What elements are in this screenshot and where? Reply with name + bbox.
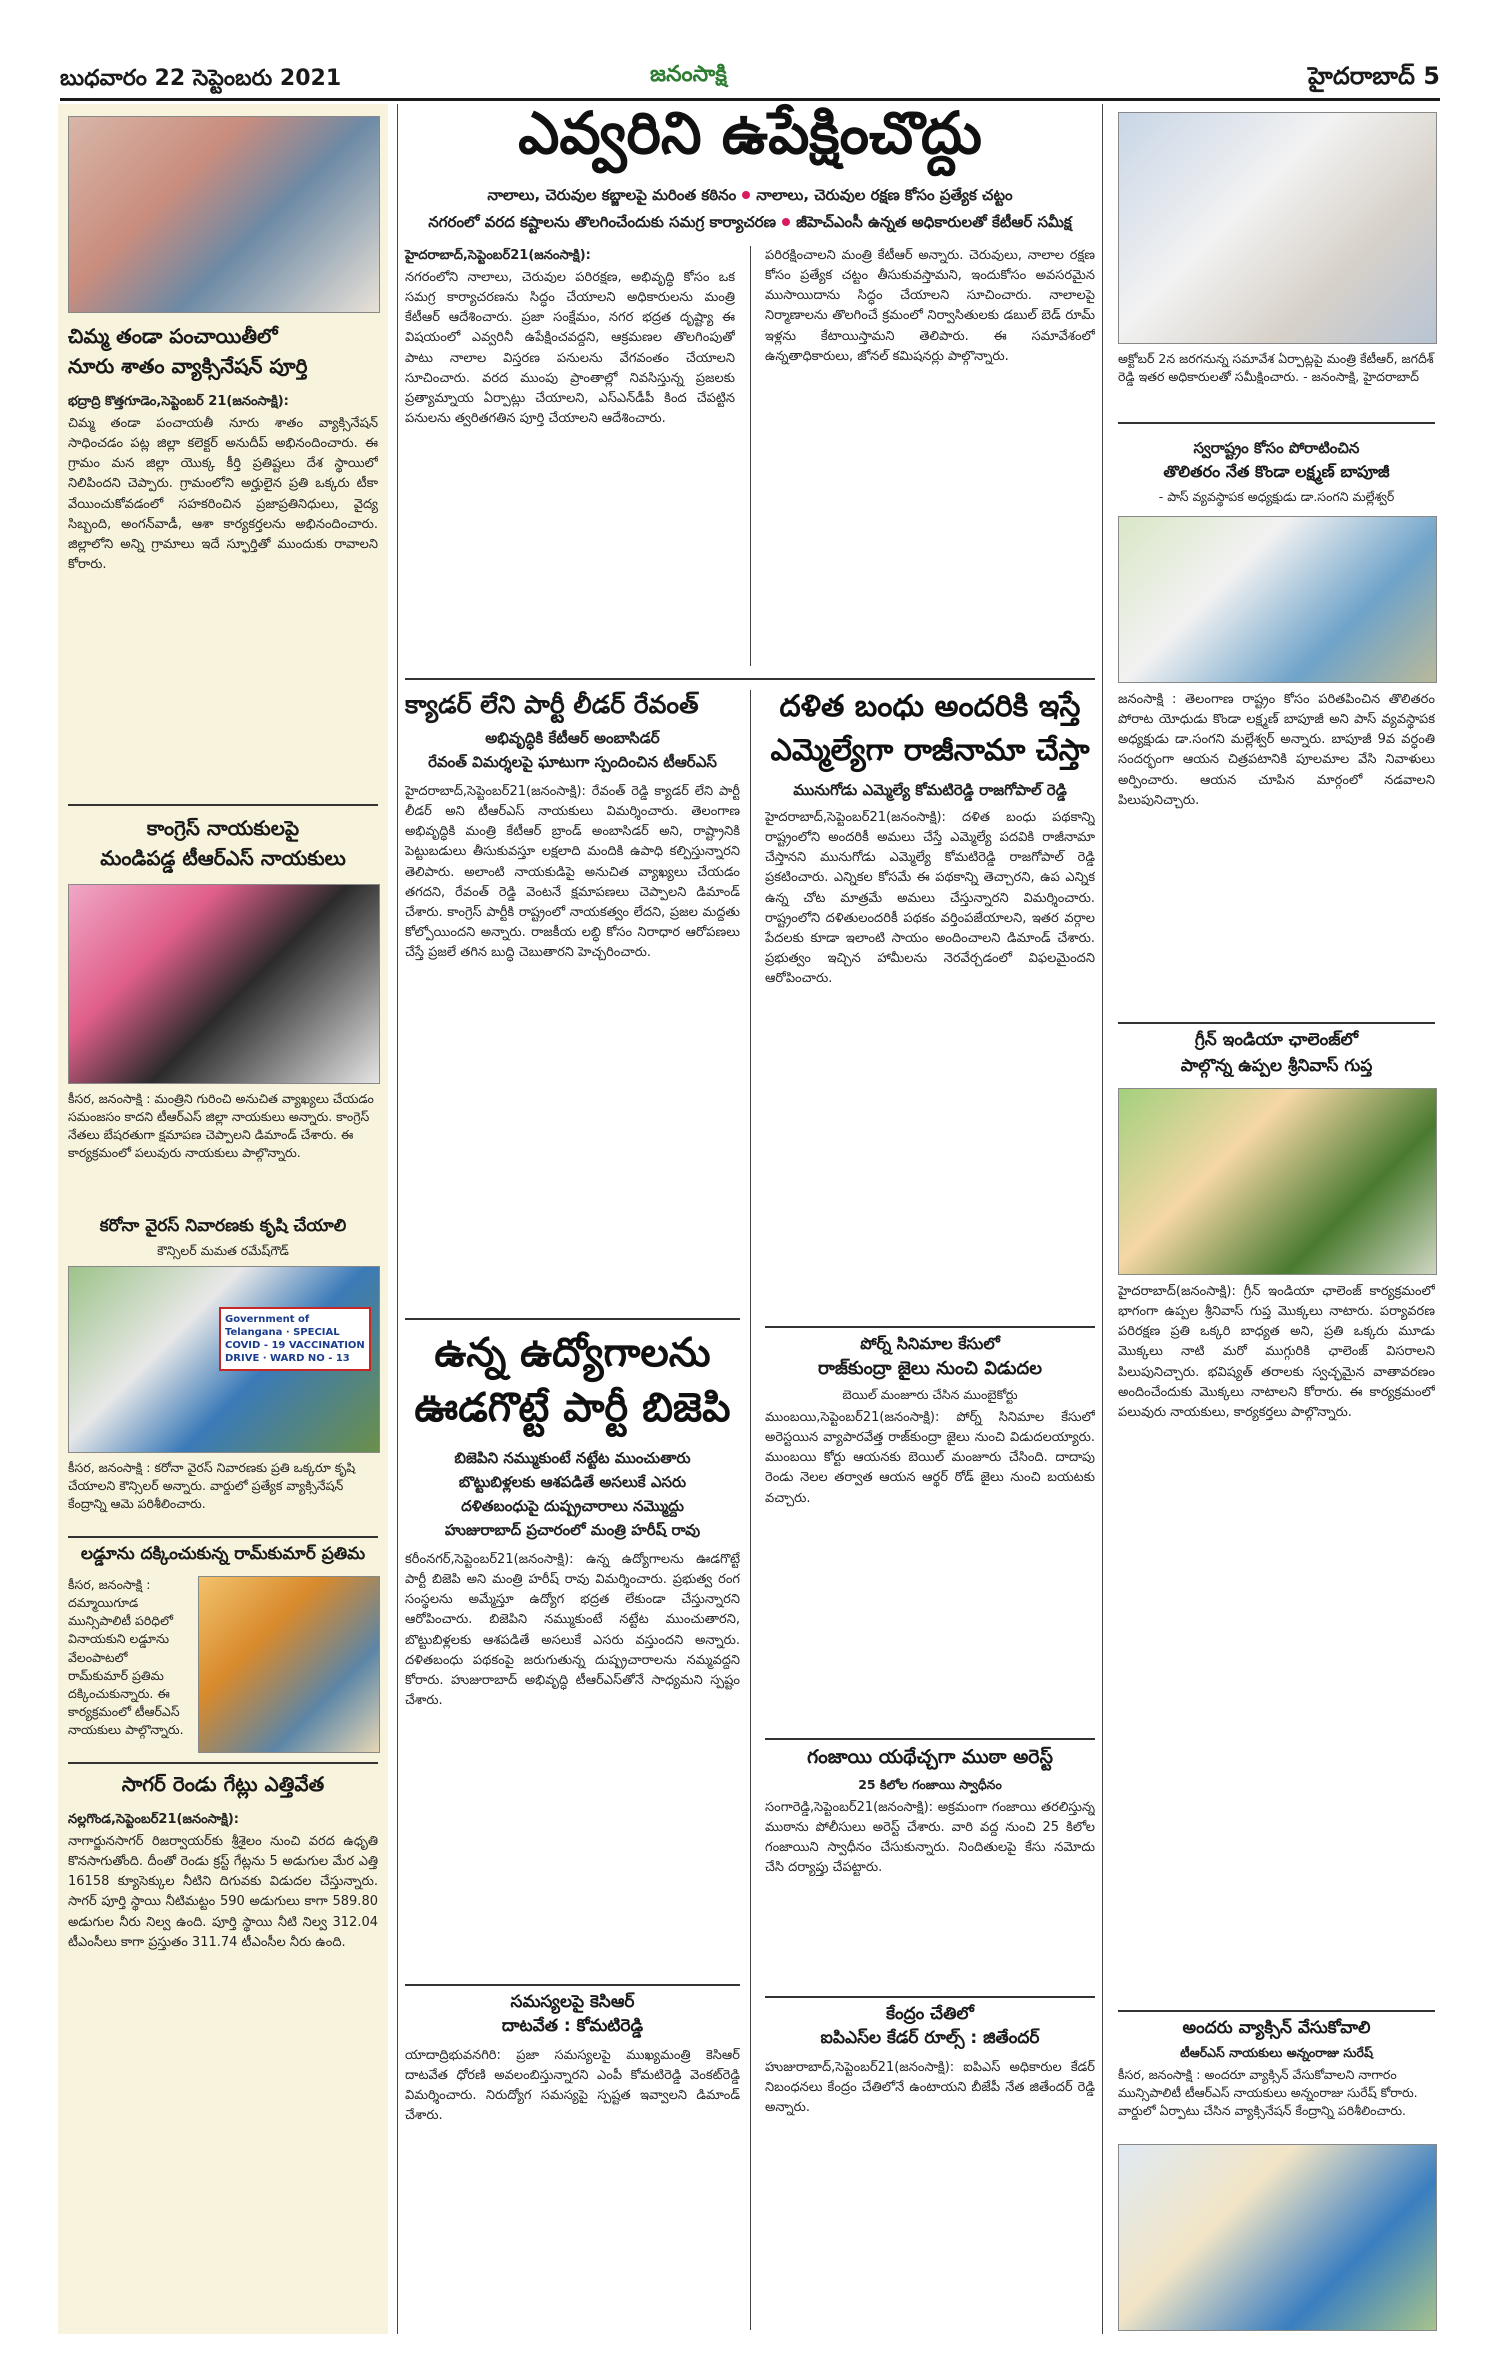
news5-dateline: నల్లగొండ,సెప్టెంబర్21(జనంసాక్షి): <box>68 1812 239 1827</box>
vaccine-camp-photo <box>1118 2144 1437 2331</box>
kcr-article-sub: దాటవేత : కోమటిరెడ్డి <box>501 2016 644 2036</box>
news5-title: సాగర్ రెండు గేట్లు ఎత్తివేత <box>121 1772 325 1796</box>
ganja-article-sub: 25 కిలోల గంజాయి స్వాధీనం <box>858 1777 1002 1792</box>
ganja-article-body: సంగారెడ్డి,సెప్టెంబర్21(జనంసాక్షి): అక్రమంగా గంజాయి తరలిస్తున్న ముఠాను పోలీసులు అరెస్ట్ చేశారు. వారి వద్ద నుంచి 25 కిలోల గంజాయిని స్వాధీనం చేసుకున్నారు. నిందితులపై కేసు నమోదు చేసి దర్యాప్తు చేపట్టారు. <box>765 1800 1095 1876</box>
main-dateline: హైదరాబాద్,సెప్టెంబర్21(జనంసాక్షి): <box>405 248 591 263</box>
main-body-b: పరిరక్షించాలని మంత్రి కేటీఆర్ అన్నారు. చెరువులు, నాలాల రక్షణ కోసం ప్రత్యేక చట్టం తీసుకువస్తామని, ఇందుకోసం అవసరమైన ముసాయిదాను సిద్ధం చేయాలని సూచించారు. నాలాలపై నిర్మాణాలను తొలగించే క్రమంలో నిర్వాసితులకు డబుల్ బెడ్ రూమ్ ఇళ్లను కేటాయిస్తామని తెలిపారు. ఈ సమావేశంలో ఉన్నతాధికారులు, జోనల్ కమిషనర్లు పాల్గొన్నారు. <box>765 248 1095 364</box>
main-sub1: నాలాలు, చెరువుల కబ్జాలపై మరింత కఠినం <box>487 186 737 204</box>
main-sub3: నగరంలో వరద కష్టాలను తొలగించేందుకు సమగ్ర కార్యాచరణ <box>428 213 777 231</box>
bjp-article-sub1: బిజెపిని నమ్ముకుంటే నట్టేట ముంచుతారు <box>454 1449 691 1467</box>
main-sub2: నాలాలు, చెరువుల రక్షణ కోసం ప్రత్యేక చట్టం <box>756 186 1013 204</box>
news2-title2: మండిపడ్డ టీఆర్ఎస్ నాయకులు <box>100 846 346 870</box>
cadre-article-body: హైదరాబాద్,సెప్టెంబర్21(జనంసాక్షి): రేవంత్ రెడ్డి క్యాడర్ లేని పార్టీ లీడర్ అని టీఆర్ఎస్ నాయకులు విమర్శించారు. తెలంగాణ అభివృద్ధికి మంత్రి కేటీఆర్ బ్రాండ్ అంబాసిడర్ అని, రాష్ట్రానికి పెట్టుబడులు తీసుకువస్తూ లక్షలాది మందికి ఉపాధి కల్పిస్తున్నారని తెలిపారు. అలాంటి నాయకుడిపై అనుచిత వ్యాఖ్యలు చేయడం తగదని, రేవంత్ రెడ్డి వెంటనే క్షమాపణలు చెప్పాలని డిమాండ్ చేశారు. కాంగ్రెస్ పార్టీకి రాష్ట్రంలో నాయకత్వం లేదని, ప్రజల మద్దతు కోల్పోయిందని అన్నారు. రాజకీయ లబ్ధి కోసం నిరాధార ఆరోపణలు చేస్తే ప్రజలే తగిన బుద్ధి చెబుతారని హెచ్చరించారు. <box>405 784 740 961</box>
covid-vaccination-photo <box>68 1266 380 1453</box>
newspaper-brand: జనంసాక్షి <box>650 62 727 87</box>
cadre-article-sub2: రేవంత్ విమర్శలపై ఘాటుగా స్పందించిన టీఆర్ఎస్ <box>428 753 717 771</box>
kcr-article-title: సమస్యలపై కెసిఆర్ <box>510 1992 635 2012</box>
dalit-article-body: హైదరాబాద్,సెప్టెంబర్21(జనంసాక్షి): దళిత బంధు పథకాన్ని రాష్ట్రంలోని అందరికీ అమలు చేస్తే ఎమ్మెల్యే పదవికి రాజీనామా చేస్తానని మునుగోడు ఎమ్మెల్యే కోమటిరెడ్డి రాజగోపాల్ రెడ్డి ప్రకటించారు. ఎన్నికల కోసమే ఈ పథకాన్ని తెచ్చారని, ఉప ఎన్నిక ఉన్న చోట మాత్రమే అమలు చేస్తున్నారని విమర్శించారు. రాష్ట్రంలోని దళితులందరికీ పథకం వర్తింపజేయాలని, ఇతర వర్గాల పేదలకు కూడా ఇలాంటి సాయం అందించాలని డిమాండ్ చేశారు. ప్రభుత్వం ఇచ్చిన హామీలను నెరవేర్చడంలో విఫలమైందని ఆరోపించారు. <box>765 810 1095 987</box>
dalit-article-title2: ఎమ్మెల్యేగా రాజీనామా చేస్తా <box>770 733 1090 768</box>
ips-article-title2: ఐపిఎస్‌ల కేడర్ రూల్స్ : జితేందర్ <box>820 2028 1040 2048</box>
ktr-photo-caption: అక్టోబర్ 2న జరగనున్న సమావేశ ఏర్పాట్లపై మంత్రి కేటీఆర్, జగదీశ్ రెడ్డి ఇతర అధికారులతో సమీక్షించారు. - జనంసాక్షి, హైదరాబాద్ <box>1118 351 1434 385</box>
ganja-article-title: గంజాయి యథేచ్చగా ముఠా అరెస్ట్ <box>807 1746 1053 1768</box>
cadre-article-title: క్యాడర్ లేని పార్టీ లీడర్ రేవంత్ <box>405 690 699 719</box>
green-challenge-title2: పాల్గొన్న ఉప్పల శ్రీనివాస్ గుప్త <box>1180 1056 1373 1076</box>
bullet-icon <box>782 218 790 226</box>
right-column <box>1108 104 1445 2334</box>
news3-caption: కీసర, జనంసాక్షి : కరోనా వైరస్ నివారణకు ప్రతి ఒక్కరూ కృషి చేయాలని కౌన్సిలర్ అన్నారు. వార్డులో ప్రత్యేక వ్యాక్సినేషన్ కేంద్రాన్ని ఆమె పరిశీలించారు. <box>68 1460 356 1512</box>
tree-planting-photo <box>1118 1088 1437 1275</box>
bjp-article-sub2: బొట్టుబిళ్లలకు ఆశపడితే అసలుకే ఎసరు <box>458 1473 687 1491</box>
kundra-article-sub2: బెయిల్ మంజూరు చేసిన ముంబైకోర్టు <box>842 1387 1018 1402</box>
green-challenge-title: గ్రీన్ ఇండియా ఛాలెంజ్‌లో <box>1194 1030 1359 1050</box>
main-body-a: నగరంలోని నాలాలు, చెరువుల పరిరక్షణ, అభివృద్ధి కోసం ఒక సమగ్ర కార్యాచరణను సిద్ధం చేయాలని అధికారులను మంత్రి కేటీఆర్ ఆదేశించారు. ప్రజా సంక్షేమం, నగర భద్రత దృష్ట్యా ఈ విషయంలో ఎవ్వరినీ ఉపేక్షించవద్దని, ఆక్రమణల తొలగింపుతో పాటు నాలాల విస్తరణ పనులను వేగవంతం చేయాలని సూచించారు. వరద ముంపు ప్రాంతాల్లో నివసిస్తున్న ప్రజలకు ప్రత్యామ్నాయ ఏర్పాట్లు చేయాలని, ఎస్ఎన్‌డీపీ కింద చేపట్టిన పనులను త్వరితగతిన పూర్తి చేయాలని ఆదేశించారు. <box>405 270 735 426</box>
news4-title: లడ్డూను దక్కించుకున్న రామ్‌కుమార్ ప్రతిమ <box>80 1544 366 1564</box>
bjp-article-body: కరీంనగర్,సెప్టెంబర్21(జనంసాక్షి): ఉన్న ఉద్యోగాలను ఊడగొట్టే పార్టీ బిజెపి అని మంత్రి హరీష్ రావు విమర్శించారు. ప్రభుత్వ రంగ సంస్థలను అమ్మేస్తూ ఉద్యోగ భద్రత లేకుండా చేస్తున్నారని ఆరోపించారు. బిజెపిని నమ్ముకుంటే నట్టేట ముంచుతారని, బొట్టుబిళ్లలకు ఆశపడితే అసలుకే ఎసరు వస్తుందని అన్నారు. దళితబంధు పథకంపై జరుగుతున్న దుష్ప్రచారాలను నమ్మవద్దని కోరారు. హుజురాబాద్ అభివృద్ధి టీఆర్ఎస్‌తోనే సాధ్యమని స్పష్టం చేశారు. <box>405 1552 740 1708</box>
news5-body: నాగార్జునసాగర్ రిజర్వాయర్‌కు శ్రీశైలం నుంచి వరద ఉధృతి కొనసాగుతోంది. దీంతో రెండు క్రస్ట్ గేట్లను 5 అడుగుల మేర ఎత్తి 16158 క్యూసెక్కుల నీటిని దిగువకు విడుదల చేస్తున్నారు. సాగర్ పూర్తి స్థాయి నీటిమట్టం 590 అడుగులు కాగా 589.80 అడుగుల నీరు నిల్వ ఉంది. పూర్తి స్థాయి నీటి నిల్వ 312.04 టీఎంసీలు కాగా ప్రస్తుతం 311.74 టీఎంసీల నీరు ఉంది. <box>68 1834 378 1950</box>
page-header <box>60 58 1440 101</box>
ips-article-title: కేంద్రం చేతిలో <box>886 2004 974 2024</box>
cadre-article-sub1: అభివృద్ధికి కేటీఆర్ అంబాసిడర్ <box>485 729 660 747</box>
news1-body: చిమ్మ తండా పంచాయతీ నూరు శాతం వ్యాక్సినేషన్ సాధించడం పట్ల జిల్లా కలెక్టర్ అనుదీప్ అభినందించారు. ఈ గ్రామం మన జిల్లా యొక్క కీర్తి ప్రతిష్టలు దేశ స్థాయిలో నిలిపిందని చెప్పారు. గ్రామంలోని అర్హులైన ప్రతి ఒక్కరు టీకా వేయించుకోవడంలో సహకరించిన ప్రజాప్రతినిధులు, వైద్య సిబ్బంది, అంగన్‌వాడీ, ఆశా కార్యకర్తలను అభినందించారు. జిల్లాలోని అన్ని గ్రామాలు ఇదే స్ఫూర్తితో ముందుకు రావాలని కోరారు. <box>68 416 378 572</box>
ips-article-body: హుజురాబాద్,సెప్టెంబర్21(జనంసాక్షి): ఐపిఎస్ అధికారుల కేడర్ నిబంధనలు కేంద్రం చేతిలోనే ఉంటాయని బీజేపీ నేత జితేందర్ రెడ్డి అన్నారు. <box>765 2060 1095 2116</box>
bullet-icon <box>742 191 750 199</box>
bjp-article-title: ఉన్న ఉద్యోగాలను <box>434 1330 711 1376</box>
vaccine-appeal-body: కీసర, జనంసాక్షి : అందరూ వ్యాక్సిన్ వేసుకోవాలని నాగారం మున్సిపాలిటీ టీఆర్ఎస్ నాయకులు అన్నంరాజు సురేష్ కోరారు. వార్డులో ఏర్పాటు చేసిన వ్యాక్సినేషన్ కేంద్రాన్ని పరిశీలించారు. <box>1118 2067 1418 2119</box>
vaccine-appeal-title: అందరు వ్యాక్సిన్ వేసుకోవాలి <box>1182 2018 1371 2038</box>
news3-title: కరోనా వైరస్ నివారణకు కృషి చేయాలి <box>99 1216 347 1236</box>
main-sub4: జీహెచ్‌ఎంసీ ఉన్నత అధికారులతో కేటీఆర్ సమీక్ష <box>796 213 1072 231</box>
kundra-article-body: ముంబయి,సెప్టెంబర్21(జనంసాక్షి): పోర్న్ సినిమాల కేసులో అరెస్టయిన వ్యాపారవేత్త రాజ్‌కుంద్రా జైలు నుంచి విడుదలయ్యారు. ముంబయి కోర్టు ఆయనకు బెయిల్ మంజూరు చేసింది. దాదాపు రెండు నెలల తర్వాత ఆయన ఆర్థర్ రోడ్ జైలు నుంచి బయటకు వచ్చారు. <box>765 1410 1095 1506</box>
news1-dateline: భద్రాద్రి కొత్తగూడెం,సెప్టెంబర్ 21(జనంసాక్షి): <box>68 394 289 409</box>
page-city-number: హైదరాబాద్ 5 <box>1308 62 1440 90</box>
news2-caption: కీసర, జనంసాక్షి : మంత్రిని గురించి అనుచిత వ్యాఖ్యలు చేయడం సమంజసం కాదని టీఆర్ఎస్ జిల్లా నాయకులు అన్నారు. కాంగ్రెస్ నేతలు బేషరతుగా క్షమాపణ చెప్పాలని డిమాండ్ చేశారు. ఈ కార్యక్రమంలో పలువురు నాయకులు పాల్గొన్నారు. <box>68 1091 374 1161</box>
green-challenge-body: హైదరాబాద్(జనంసాక్షి): గ్రీన్ ఇండియా ఛాలెంజ్ కార్యక్రమంలో భాగంగా ఉప్పల శ్రీనివాస్ గుప్త మొక్కలు నాటారు. పర్యావరణ పరిరక్షణ ప్రతి ఒక్కరి బాధ్యత అని, ప్రతి ఒక్కరు మూడు మొక్కలు నాటి మరో ముగ్గురికి ఛాలెంజ్ విసరాలని పిలుపునిచ్చారు. భవిష్యత్ తరాలకు స్వచ్ఛమైన వాతావరణం అందించేందుకు మొక్కలు నాటాలని కోరారు. ఈ కార్యక్రమంలో పలువురు నాయకులు, కార్యకర్తలు పాల్గొన్నారు. <box>1118 1284 1435 1420</box>
protest-photo <box>68 884 380 1084</box>
bapuji-body: జనంసాక్షి : తెలంగాణ రాష్ట్రం కోసం పరితపించిన తొలితరం పోరాట యోధుడు కొండా లక్ష్మణ్ బాపూజీ అని పాస్ వ్యవస్థాపక అధ్యక్షుడు డా.సంగని మల్లేశ్వర్ అన్నారు. బాపూజీ 9వ వర్ధంతి సందర్భంగా ఆయన చిత్రపటానికి పూలమాల వేసి నివాళులు అర్పించారు. ఆయన చూపిన మార్గంలో నడవాలని పిలుపునిచ్చారు. <box>1118 692 1435 808</box>
main-subheads-row1 <box>405 185 1095 205</box>
laddu-auction-photo <box>198 1576 380 1753</box>
bjp-article-sub3: దళితబంధుపై దుష్ప్రచారాలు నమ్మొద్దు <box>461 1497 684 1515</box>
news1-title: చిమ్మ తండా పంచాయితీలో <box>68 324 278 348</box>
bjp-article-title2: ఊడగొట్టే పార్టీ బిజెపి <box>414 1385 731 1431</box>
vaccination-event-photo <box>68 116 380 313</box>
news3-subtitle: కౌన్సిలర్ మమత రమేష్‌గౌడ్ <box>157 1243 289 1258</box>
kundra-article-sub: రాజ్‌కుంద్రా జైలు నుంచి విడుదల <box>817 1358 1043 1379</box>
news4-caption: కీసర, జనంసాక్షి : దమ్మాయిగూడ మున్సిపాలిటీ పరిధిలో వినాయకుని లడ్డూను వేలంపాటలో రామ్‌కుమార్ ప్రతిమ దక్కించుకున్నారు. ఈ కార్యక్రమంలో టీఆర్ఎస్ నాయకులు పాల్గొన్నారు. <box>68 1577 184 1737</box>
dalit-article-title: దళిత బంధు అందరికి ఇస్తే <box>779 689 1081 724</box>
issue-date: బుధవారం 22 సెప్టెంబరు 2021 <box>60 66 342 91</box>
dalit-article-sub: మునుగోడు ఎమ్మెల్యే కోమటిరెడ్డి రాజగోపాల్ రెడ్డి <box>793 781 1067 799</box>
news2-title: కాంగ్రెస్ నాయకులపై <box>146 816 300 840</box>
news1-title2: నూరు శాతం వ్యాక్సినేషన్ పూర్తి <box>68 354 308 378</box>
vaccination-banner: Government of Telangana · SPECIAL COVID - 19 VACCINATION DRIVE · WARD NO - 13 <box>219 1307 371 1371</box>
main-headline: ఎవ్వరిని ఉపేక్షించొద్దు <box>518 99 982 167</box>
kundra-article-title: పోర్న్ సినిమాల కేసులో <box>860 1334 1000 1353</box>
ktr-meeting-photo <box>1118 112 1437 344</box>
kcr-article-body: యాదాద్రిభువనగిరి: ప్రజా సమస్యలపై ముఖ్యమంత్రి కెసిఆర్ దాటవేత ధోరణి అవలంబిస్తున్నారని ఎంపీ కోమటిరెడ్డి వెంకట్‌రెడ్డి విమర్శించారు. నిరుద్యోగ సమస్యపై స్పష్టత ఇవ్వాలని డిమాండ్ చేశారు. <box>405 2048 740 2124</box>
left-column <box>58 104 388 2334</box>
bapuji-tribute-photo <box>1118 516 1437 683</box>
bapuji-kicker: స్వరాష్ట్రం కోసం పోరాటించిన <box>1193 439 1360 457</box>
bjp-article-sub4: హుజురాబాద్ ప్రచారంలో మంత్రి హరీష్ రావు <box>444 1521 701 1539</box>
vaccine-appeal-sub: టీఆర్ఎస్ నాయకులు అన్నంరాజు సురేష్ <box>1180 2045 1373 2060</box>
main-subheads-row2 <box>405 212 1095 232</box>
bapuji-subtitle: - పాస్ వ్యవస్థాపక అధ్యక్షుడు డా.సంగని మల్లేశ్వర్ <box>1158 489 1395 504</box>
bapuji-title: తొలితరం నేత కొండా లక్ష్మణ్ బాపూజీ <box>1163 462 1390 481</box>
